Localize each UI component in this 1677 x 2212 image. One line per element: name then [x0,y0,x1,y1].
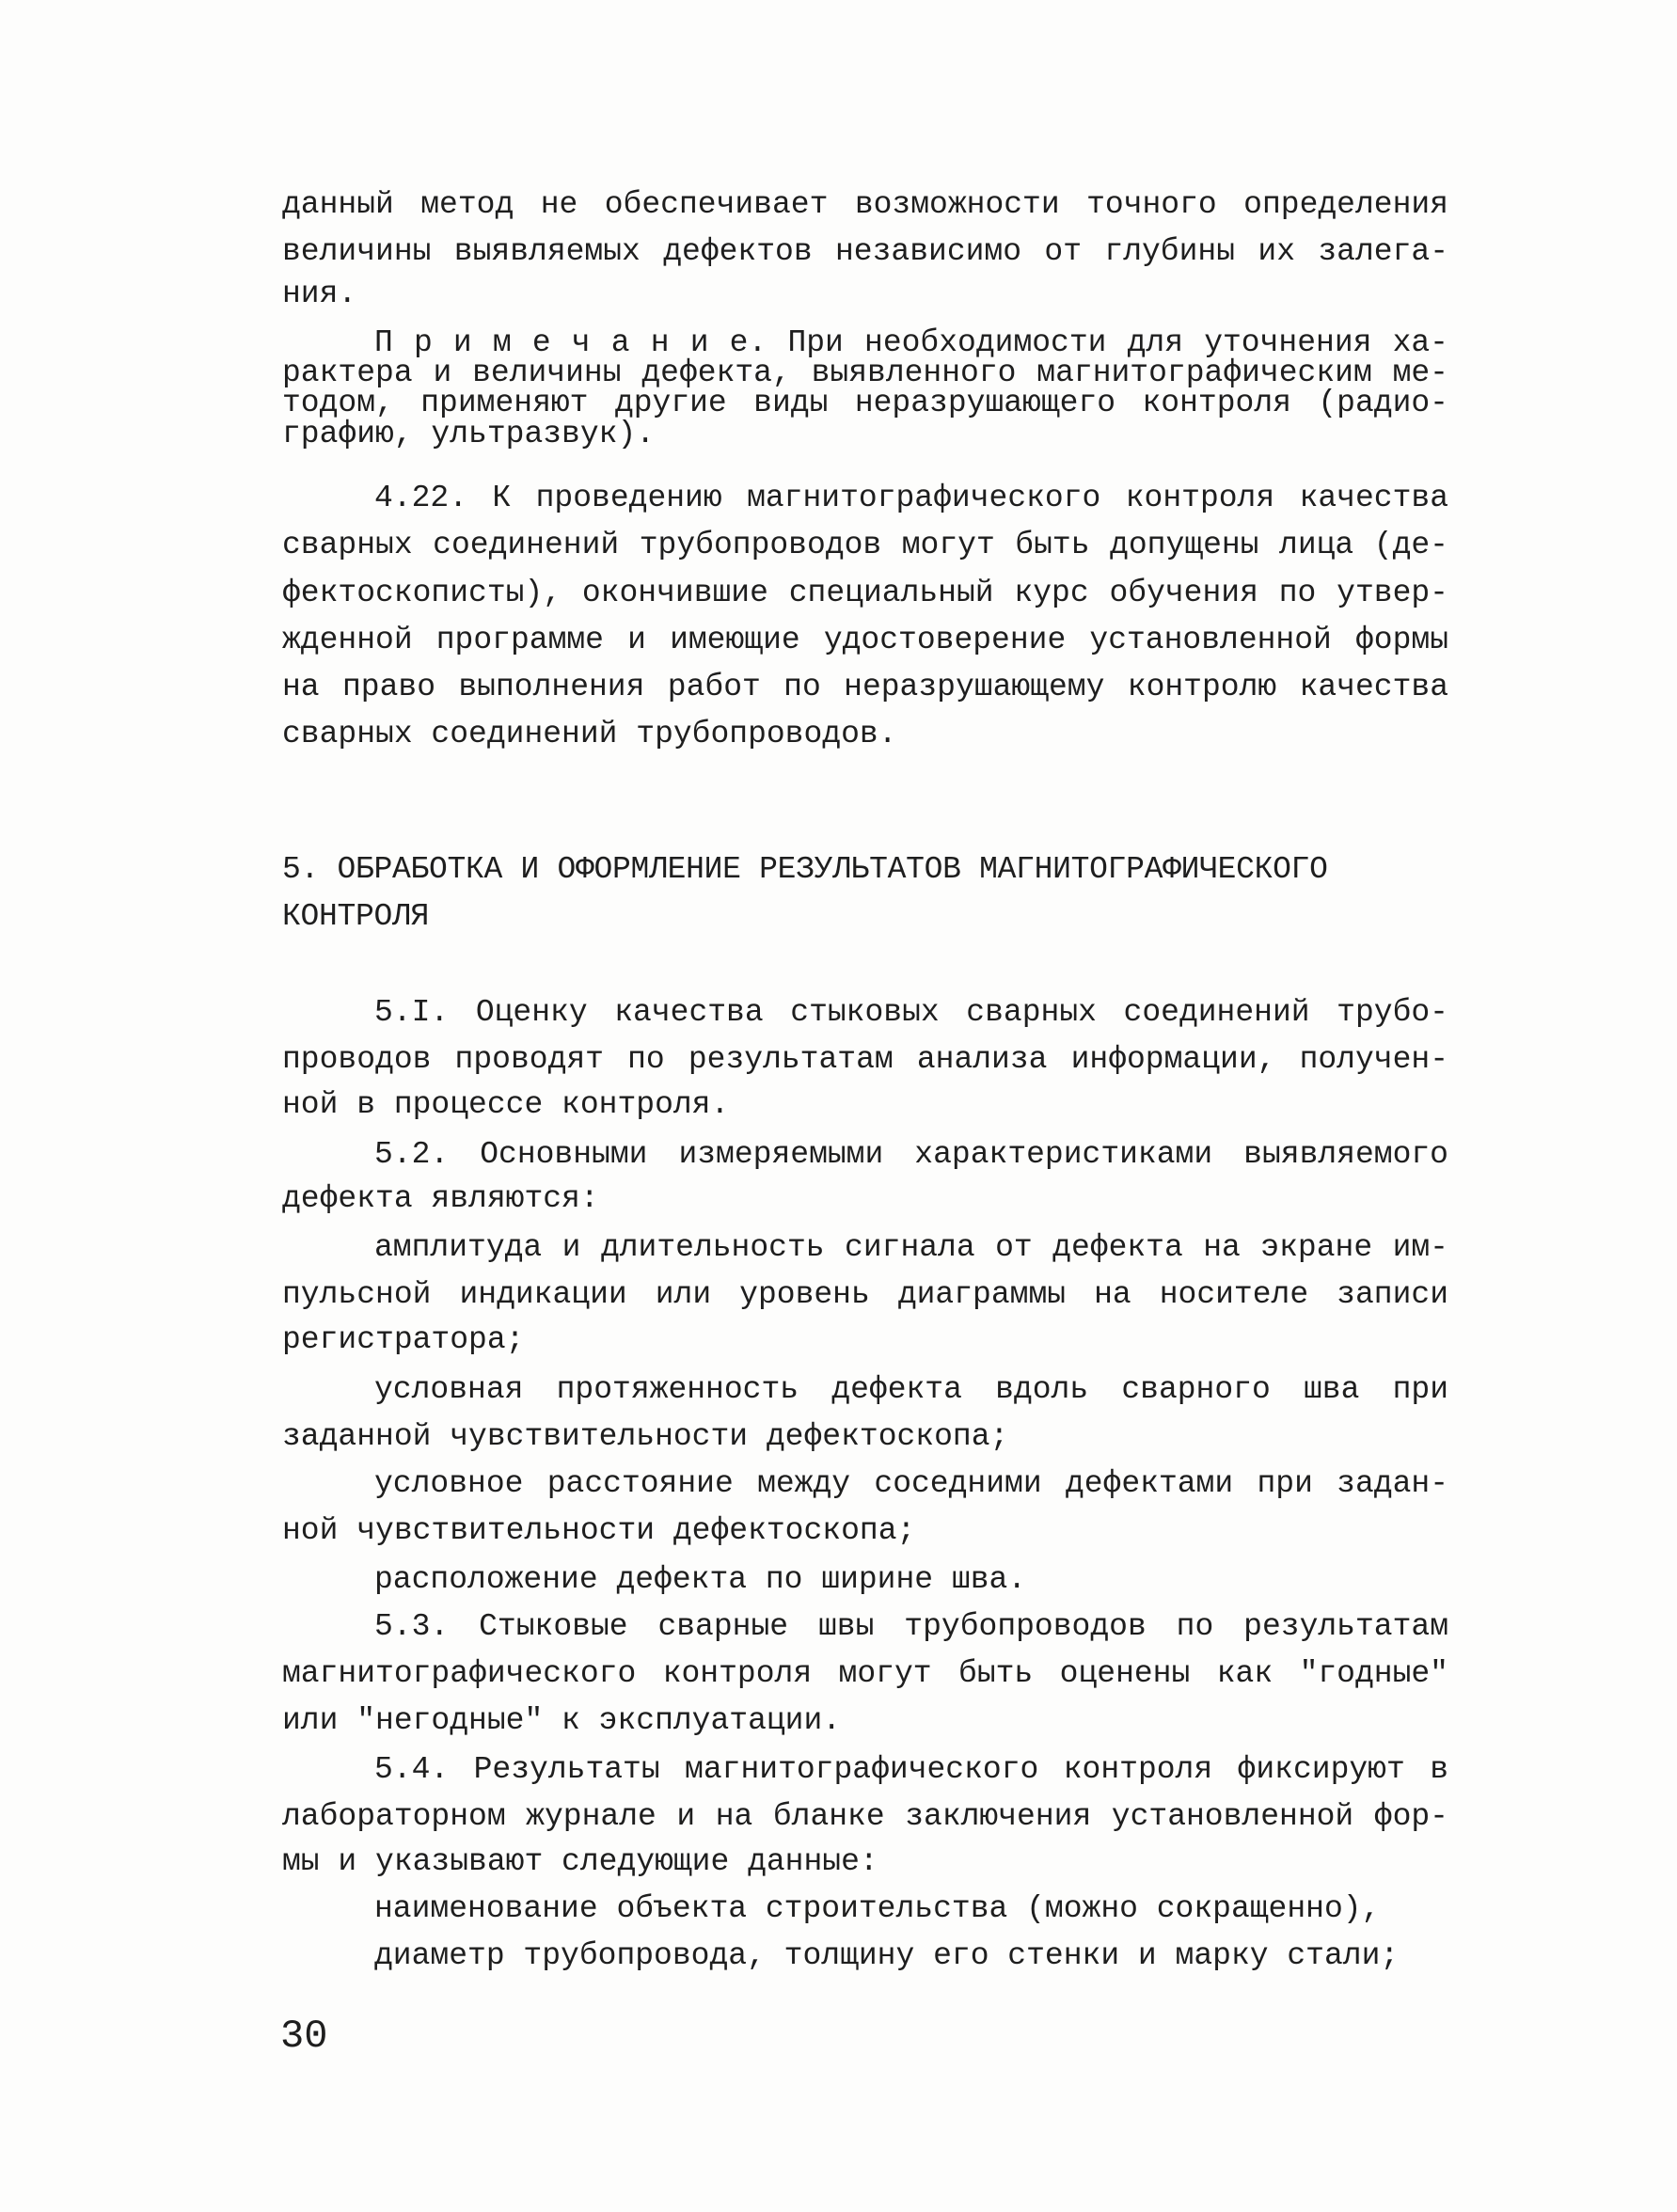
intro-line: ния. [282,276,357,311]
clause-line: лабораторном журнале и на бланке заключения установленной фор- [282,1799,1448,1834]
list-item-line: условная протяженность дефекта вдоль сварного шва при [374,1372,1448,1407]
section-heading-line: 5. ОБРАБОТКА И ОФОРМЛЕНИЕ РЕЗУЛЬТАТОВ МАГНИТОГРАФИЧЕСКОГО [282,852,1328,887]
note-line: графию, ультразвук). [282,417,656,451]
intro-line: данный метод не обеспечивает возможности точного определения [282,187,1448,222]
clause-line: ной в процессе контроля. [282,1087,730,1122]
clause-line: 5.2. Основными измеряемыми характеристиками выявляемого [374,1137,1448,1172]
section-heading-line: КОНТРОЛЯ [282,899,430,934]
list-item-line: регистратора; [282,1322,525,1357]
list-item-line: ной чувствительности дефектоскопа; [282,1513,916,1548]
note-text: При необходимости для уточнения ха- [787,325,1448,360]
list-item-line: наименование объекта строительства (можно сокращенно), [374,1891,1381,1926]
clause-line: на право выполнения работ по неразрушающему контролю качества [282,670,1448,704]
clause-line: 5.3. Стыковые сварные швы трубопроводов по результатам [374,1609,1448,1644]
list-item-line: условное расстояние между соседними дефектами при задан- [374,1466,1448,1501]
list-item-line: диаметр трубопровода, толщину его стенки и марку стали; [374,1938,1400,1973]
clause-line: или "негодные" к эксплуатации. [282,1703,842,1738]
clause-line: магнитографического контроля могут быть оценены как "годные" [282,1656,1448,1691]
list-item-line: амплитуда и длительность сигнала от дефекта на экране им- [374,1230,1448,1265]
list-item-line: пульсной индикации или уровень диаграммы на носителе записи [282,1277,1448,1312]
clause-line: проводов проводят по результатам анализа информации, получен- [282,1042,1448,1077]
intro-line: величины выявляемых дефектов независимо от глубины их залега- [282,234,1448,269]
clause-line: 5.I. Оценку качества стыковых сварных соединений трубо- [374,995,1448,1030]
note-line: тодом, применяют другие виды неразрушающего контроля (радио- [282,386,1448,420]
note-line: рактера и величины дефекта, выявленного магнитографическим ме- [282,356,1448,390]
page-number: 30 [280,2014,328,2059]
clause-line: дефекта являются: [282,1181,599,1216]
clause-line: сварных соединений трубопроводов. [282,717,897,751]
clause-line: 5.4. Результаты магнитографического контроля фиксируют в [374,1752,1448,1787]
clause-line: сварных соединений трубопроводов могут быть допущены лица (де- [282,528,1448,562]
note-label: П р и м е ч а н и е. [374,325,767,360]
clause-line: 4.22. К проведению магнитографического контроля качества [374,481,1448,515]
clause-line: жденной программе и имеющие удостоверение установленной формы [282,623,1448,657]
clause-line: фектоскописты), окончившие специальный курс обучения по утвер- [282,576,1448,610]
list-item-line: заданной чувствительности дефектоскопа; [282,1419,1009,1454]
clause-line: мы и указывают следующие данные: [282,1844,878,1879]
list-item-line: расположение дефекта по ширине шва. [374,1562,1027,1597]
